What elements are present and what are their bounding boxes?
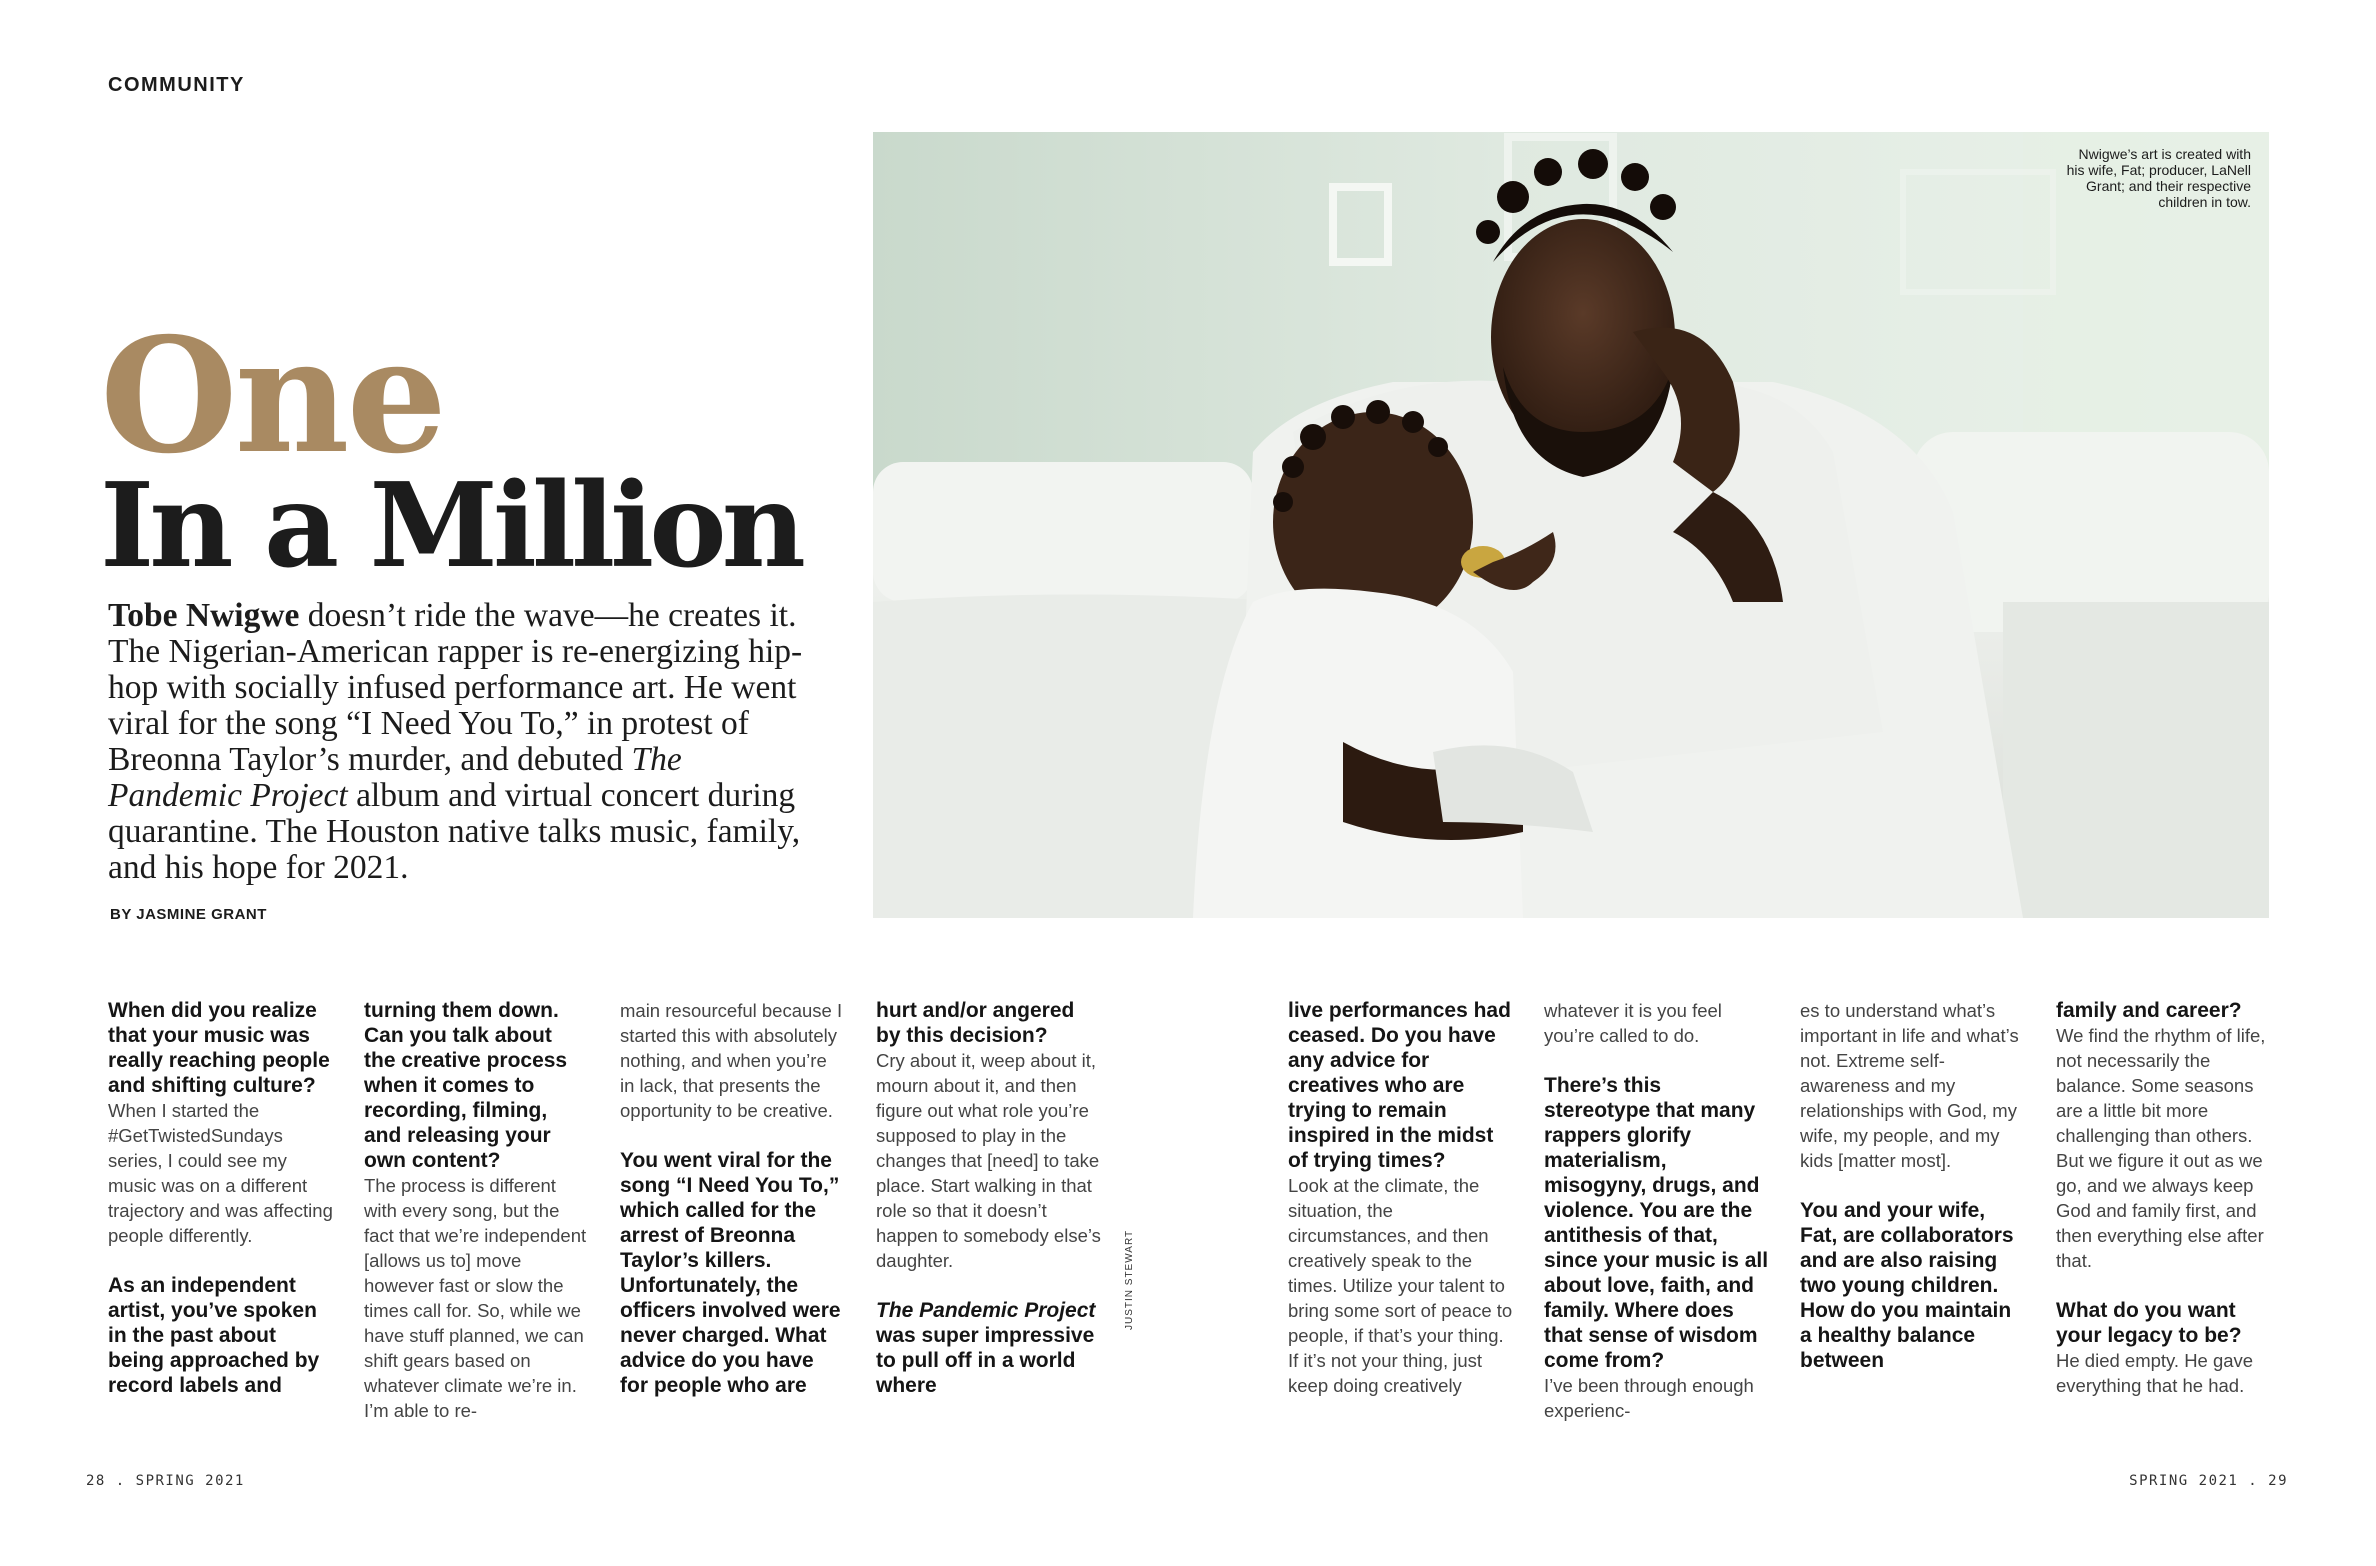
answer: The process is different with every song, but the fact that we’re independent [allows us to] move however fast or slow the times call for. So, while we have stuff planned, we can shift gears based on whatever climate we’re in. I’m able to re- bbox=[364, 1175, 587, 1421]
album-title: The Pandemic Project bbox=[876, 1299, 1096, 1322]
headline-one: One bbox=[100, 304, 445, 489]
dek-lead-name: Tobe Nwigwe bbox=[108, 597, 300, 634]
article-column-5 bbox=[1288, 998, 1513, 1398]
section-label: COMMUNITY bbox=[108, 74, 245, 96]
answer: He died empty. He gave everything that he had. bbox=[2056, 1350, 2254, 1396]
dek-album-title: The Pandemic Project bbox=[108, 741, 682, 814]
question: family and career? bbox=[2056, 999, 2242, 1022]
photo-credit: JUSTIN STEWART bbox=[1124, 1229, 1135, 1330]
answer: es to understand what’s important in life and what’s not. Extreme self-awareness and my relationships with God, my wife, my people, and my kids [matter most]. bbox=[1800, 1000, 2019, 1171]
article-column-7 bbox=[1800, 998, 2025, 1373]
question: There’s this stereotype that many rappers glorify materialism, misogyny, drugs, and violence. You are the antithesis of that, since your music is all about love, faith, and family. Where does that sense of wisdom come from? bbox=[1544, 1074, 1769, 1372]
answer: I’ve been through enough experienc- bbox=[1544, 1375, 1754, 1421]
article-dek bbox=[108, 598, 808, 886]
answer: Cry about it, weep about it, mourn about it, and then figure out what role you’re supposed to play in the changes that [need] to take place. Start walking in that role so that it doesn’t happen to somebody else’s daughter. bbox=[876, 1050, 1101, 1271]
answer: main resourceful because I started this with absolutely nothing, and when you’re in lack, that presents the opportunity to be creative. bbox=[620, 1000, 843, 1121]
question: live performances had ceased. Do you have any advice for creatives who are trying to remain inspired in the midst of trying times? bbox=[1288, 999, 1511, 1172]
folio-left: 28 . SPRING 2021 bbox=[86, 1473, 245, 1489]
article-column-6 bbox=[1544, 998, 1769, 1423]
photo-illustration bbox=[873, 132, 2269, 918]
answer: When I started the #GetTwistedSundays series, I could see my music was on a different trajectory and was affecting people differently. bbox=[108, 1100, 333, 1246]
dek-text-1: doesn’t ride the wave—he creates it. The Nigerian-American rapper is re-energizing hip-hop with socially infused performance art. He went viral for the song “I Need You To,” in protest of Breonna Taylor’s murder, and debuted bbox=[108, 597, 803, 778]
answer: Look at the climate, the situation, the circumstances, and then creatively speak to the times. Utilize your talent to bring some sort of peace to people, if that’s your thing. If it’s not your thing, just keep doing creatively bbox=[1288, 1175, 1513, 1396]
article-column-8 bbox=[2056, 998, 2281, 1398]
headline-in-a-million: In a Million bbox=[100, 458, 801, 594]
question: turning them down. Can you talk about the creative process when it comes to recording, filming, and releasing your own content? bbox=[364, 999, 568, 1172]
dek-text-2: album and virtual concert during quarantine. The Houston native talks music, family, and his hope for 2021. bbox=[108, 777, 801, 886]
question: What do you want your legacy to be? bbox=[2056, 1299, 2242, 1347]
question: As an independent artist, you’ve spoken in the past about being approached by record labels and bbox=[108, 1274, 320, 1397]
article-column-3 bbox=[620, 998, 845, 1398]
photo-caption: Nwigwe’s art is created with his wife, Fat; producer, LaNell Grant; and their respective children in tow. bbox=[2066, 146, 2251, 210]
answer: whatever it is you feel you’re called to do. bbox=[1544, 1000, 1722, 1046]
article-column-2 bbox=[364, 998, 589, 1423]
question bbox=[876, 1298, 1101, 1398]
article-column-1 bbox=[108, 998, 333, 1398]
article-column-4 bbox=[876, 998, 1101, 1398]
byline: BY JASMINE GRANT bbox=[110, 906, 267, 923]
question: When did you realize that your music was really reaching people and shifting culture? bbox=[108, 999, 330, 1097]
question: You went viral for the song “I Need You To,” which called for the arrest of Breonna Taylor’s killers. Unfortunately, the officers involved were never charged. What advice do you have for people who are bbox=[620, 1149, 841, 1397]
question: hurt and/or angered by this decision? bbox=[876, 999, 1075, 1047]
answer: We find the rhythm of life, not necessarily the balance. Some seasons are a little bit more challenging than others. But we figure it out as we go, and we always keep God and family first, and then everything else after that. bbox=[2056, 1025, 2266, 1271]
folio-right: SPRING 2021 . 29 bbox=[2129, 1473, 2288, 1489]
question: You and your wife, Fat, are collaborators and are also raising two young children. How do you maintain a healthy balance between bbox=[1800, 1199, 2014, 1372]
question-text: was super impressive to pull off in a world where bbox=[876, 1324, 1095, 1397]
hero-photo bbox=[873, 132, 2269, 918]
